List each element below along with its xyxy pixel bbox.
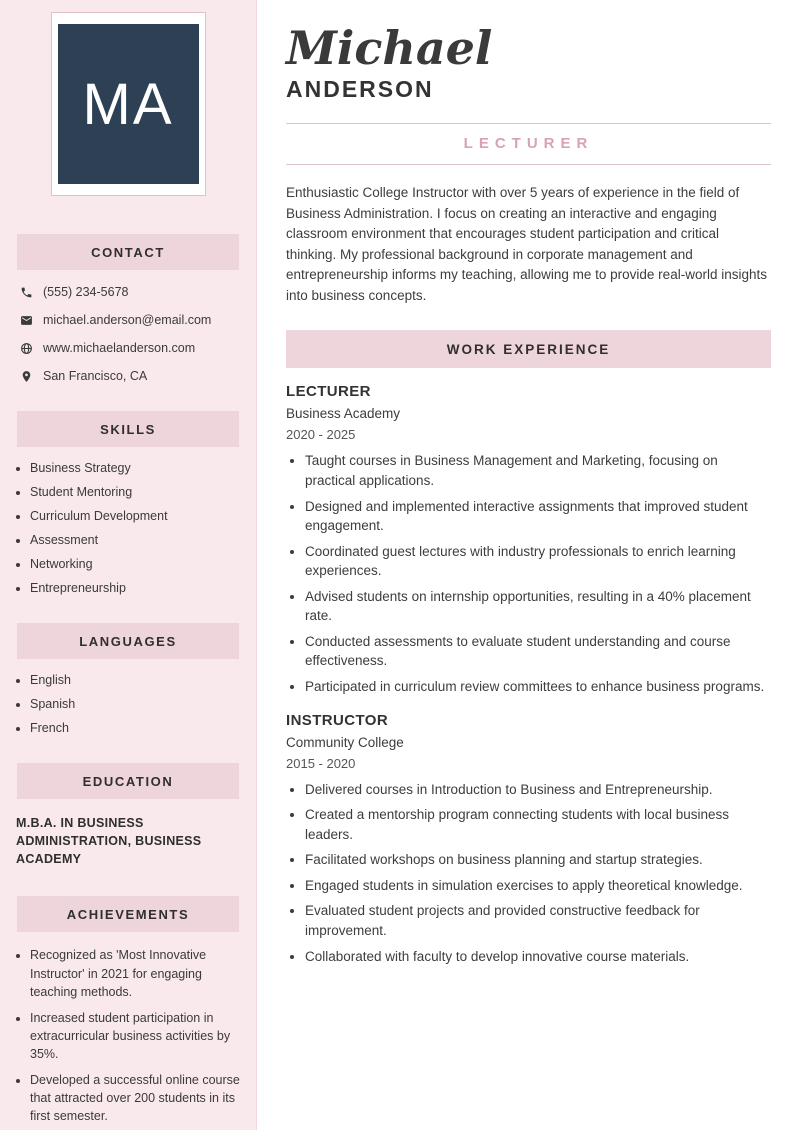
contact-section-header: CONTACT xyxy=(17,234,239,270)
skill-item: • Business Strategy xyxy=(30,461,256,475)
job-bullet-list xyxy=(286,451,771,696)
profile-initials: MA xyxy=(82,71,174,137)
achievement-item: • Developed a successful online course that attracted over 200 students in its first semester. xyxy=(30,1071,256,1125)
job-bullet: • Created a mentorship program connecting students with local business leaders. xyxy=(305,805,771,844)
job-bullet: • Designed and implemented interactive assignments that improved student engagement. xyxy=(305,497,771,536)
job-bullet: • Participated in curriculum review committees to enhance business programs. xyxy=(305,677,771,697)
achievements-section-header: ACHIEVEMENTS xyxy=(17,896,239,932)
skills-list xyxy=(0,461,256,595)
job-bullet: • Evaluated student projects and provided constructive feedback for improvement. xyxy=(305,901,771,940)
skill-item: • Assessment xyxy=(30,533,256,547)
last-name: ANDERSON xyxy=(286,76,434,103)
language-item: • Spanish xyxy=(30,697,256,711)
contact-row-website xyxy=(20,341,242,355)
languages-list xyxy=(0,673,256,735)
contact-phone: (555) 234-5678 xyxy=(43,285,129,299)
skills-section-header: SKILLS xyxy=(17,411,239,447)
job-bullet-list xyxy=(286,780,771,967)
main-content xyxy=(257,0,800,1130)
sidebar xyxy=(0,0,257,1130)
contact-row-email xyxy=(20,313,242,327)
job-title: LECTURER xyxy=(463,135,594,153)
skill-item: • Curriculum Development xyxy=(30,509,256,523)
profile-summary: Enthusiastic College Instructor with over 5 years of experience in the field of Business Administration. I focus on creating an interactive and engaging classroom environment that encourages student participation and critical thinking. My professional background in corporate management and entrepreneurship informs my teaching, allowing me to provide real-world insights into business concepts. xyxy=(286,185,767,303)
achievement-item: • Recognized as 'Most Innovative Instructor' in 2021 for engaging teaching methods. xyxy=(30,946,256,1000)
job-bullet: • Advised students on internship opportunities, resulting in a 40% placement rate. xyxy=(305,587,771,626)
phone-icon xyxy=(20,286,33,299)
contact-list xyxy=(0,270,256,383)
profile-photo-frame xyxy=(51,12,206,196)
contact-email: michael.anderson@email.com xyxy=(43,313,212,327)
contact-row-phone xyxy=(20,285,242,299)
job-entry xyxy=(286,712,771,967)
job-entry xyxy=(286,383,771,696)
language-item: • English xyxy=(30,673,256,687)
achievement-item: • Increased student participation in extracurricular business activities by 35%. xyxy=(30,1009,256,1063)
work-experience-header: WORK EXPERIENCE xyxy=(286,330,771,368)
location-icon xyxy=(20,370,33,383)
job-dates: 2015 - 2020 xyxy=(286,755,356,771)
language-item: • French xyxy=(30,721,256,735)
job-bullet: • Engaged students in simulation exercises to apply theoretical knowledge. xyxy=(305,876,771,896)
skill-item: • Entrepreneurship xyxy=(30,581,256,595)
globe-icon xyxy=(20,342,33,355)
job-bullet: • Facilitated workshops on business planning and startup strategies. xyxy=(305,850,771,870)
skill-item: • Student Mentoring xyxy=(30,485,256,499)
achievements-list xyxy=(0,946,256,1125)
profile-photo xyxy=(58,24,199,184)
job-role: LECTURER xyxy=(286,383,371,401)
education-degree: M.B.A. IN BUSINESS ADMINISTRATION, BUSINESS ACADEMY xyxy=(16,816,202,867)
job-bullet: • Coordinated guest lectures with industry professionals to enrich learning experiences. xyxy=(305,542,771,581)
contact-location: San Francisco, CA xyxy=(43,369,148,383)
job-bullet: • Taught courses in Business Management and Marketing, focusing on practical applications. xyxy=(305,451,771,490)
education-section-header: EDUCATION xyxy=(17,763,239,799)
job-bullet: • Collaborated with faculty to develop innovative course materials. xyxy=(305,947,771,967)
first-name: Michael xyxy=(286,21,493,75)
contact-website: www.michaelanderson.com xyxy=(43,341,196,355)
job-company: Community College xyxy=(286,734,404,750)
job-company: Business Academy xyxy=(286,406,401,422)
job-bullet: • Delivered courses in Introduction to Business and Entrepreneurship. xyxy=(305,780,771,800)
job-bullet: • Conducted assessments to evaluate student understanding and course effectiveness. xyxy=(305,632,771,671)
skill-item: • Networking xyxy=(30,557,256,571)
job-title-block xyxy=(286,123,771,165)
contact-row-location xyxy=(20,369,242,383)
job-role: INSTRUCTOR xyxy=(286,711,389,729)
email-icon xyxy=(20,314,33,327)
languages-section-header: LANGUAGES xyxy=(17,623,239,659)
job-dates: 2020 - 2025 xyxy=(286,427,356,443)
